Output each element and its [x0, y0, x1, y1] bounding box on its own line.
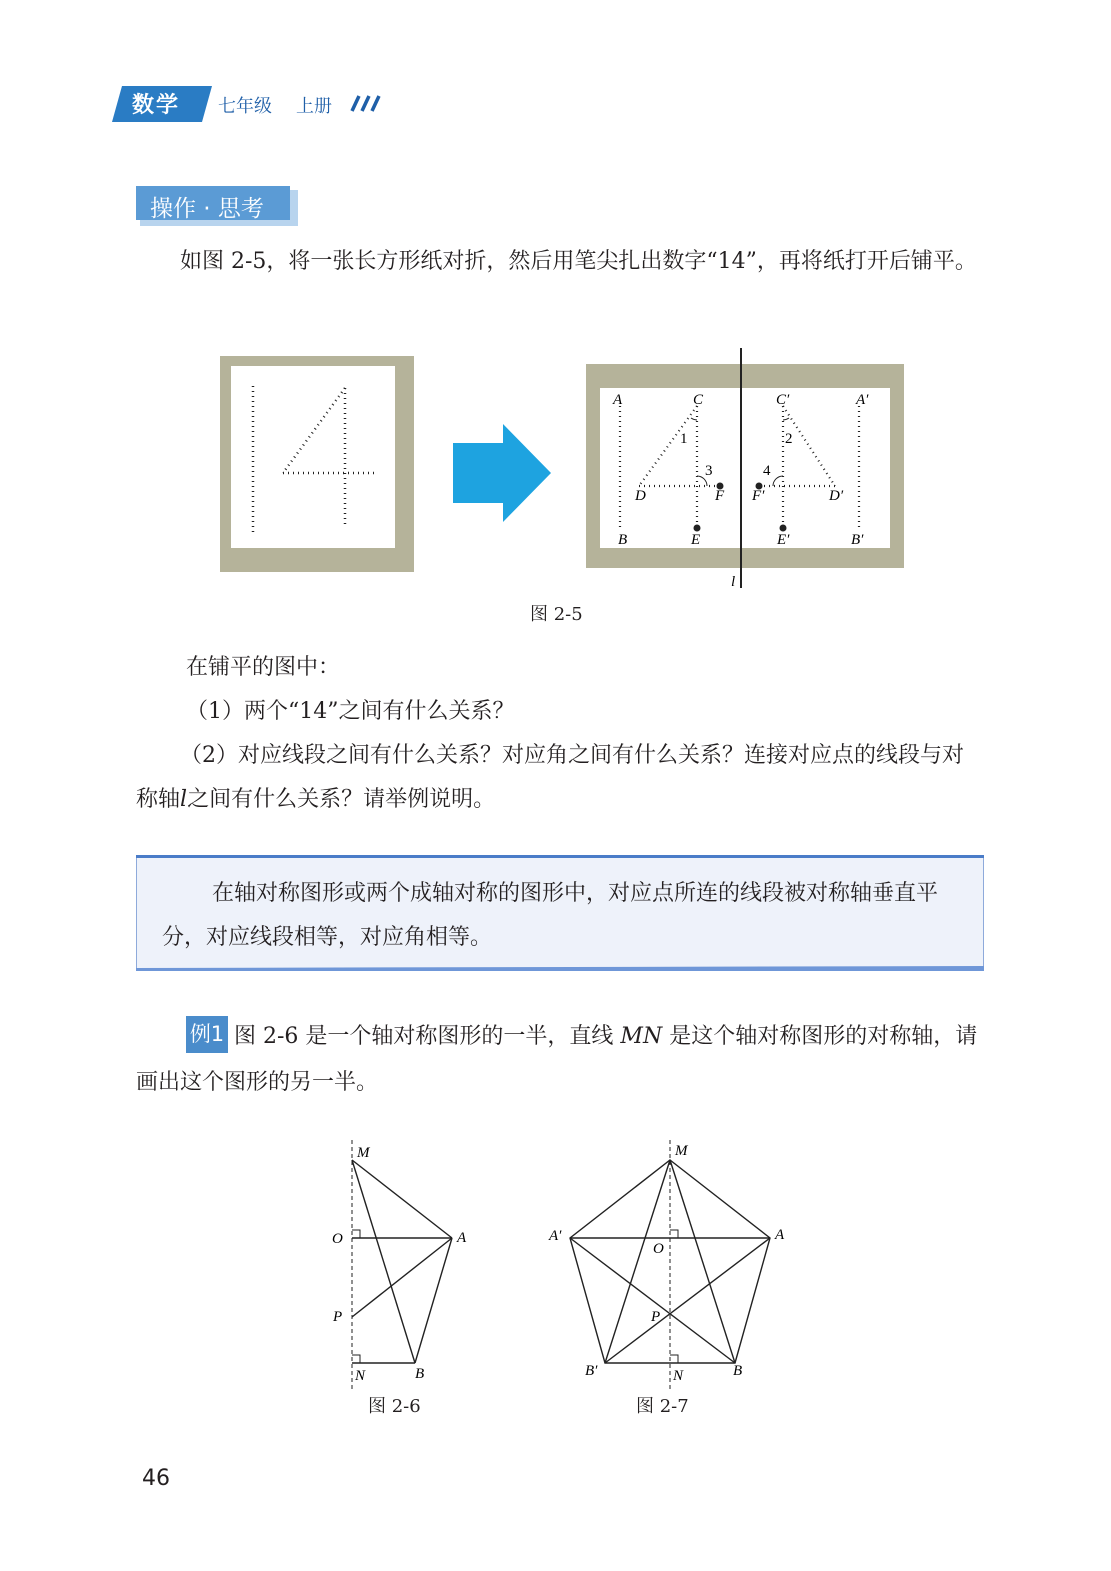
fig27-label-B: B [733, 1363, 743, 1379]
label-D-prime: D′ [829, 488, 844, 504]
question-2-axis: l [180, 787, 188, 812]
fig27-label-O: O [653, 1241, 664, 1257]
label-B: B [618, 532, 628, 548]
label-D: D [635, 488, 646, 504]
question-2-before: （2）对应线段之间有什么关系？对应角之间有什么关系？连接对应点的线段与对称轴 [136, 743, 964, 812]
example-text [136, 1014, 984, 1106]
section-label: 操作 · 思考 [150, 196, 264, 222]
example-badge: 例1 [186, 1016, 228, 1053]
question-2-after: 之间有什么关系？请举例说明。 [187, 787, 496, 812]
example-before: 图 2-6 是一个轴对称图形的一半，直线 [234, 1024, 621, 1049]
fig27-label-P: P [651, 1309, 661, 1325]
label-F-prime: F′ [752, 488, 765, 504]
label-A: A [613, 392, 623, 408]
header-volume: 上册 [296, 96, 332, 117]
page-number: 46 [142, 1466, 170, 1491]
label-angle-2: 2 [785, 431, 793, 447]
label-F: F [715, 488, 725, 504]
label-E-prime: E′ [777, 532, 790, 548]
fig26-label-P: P [333, 1309, 343, 1325]
question-lead: 在铺平的图中： [186, 655, 341, 680]
conclusion-text: 在轴对称图形或两个成轴对称的图形中，对应点所连的线段被对称轴垂直平分，对应线段相等，对应角相等。 [162, 881, 939, 950]
fig26-label-O: O [332, 1231, 343, 1247]
example-after: 是这个轴对称图形的对称轴，请画出这个图形的另一半。 [136, 1024, 978, 1095]
example-mn: MN [620, 1024, 663, 1049]
fig26-label-M: M [357, 1145, 370, 1161]
fig27-label-M: M [675, 1143, 688, 1159]
figure-2-6 [325, 1135, 475, 1395]
intro-paragraph: 如图 2-5，将一张长方形纸对折，然后用笔尖扎出数字“14”，再将纸打开后铺平。 [180, 249, 977, 274]
fig26-label-B: B [415, 1366, 425, 1382]
label-angle-1: 1 [680, 431, 688, 447]
label-C-prime: C′ [776, 392, 790, 408]
question-1: （1）两个“14”之间有什么关系？ [186, 699, 515, 724]
fig26-label-A: A [457, 1230, 467, 1246]
label-C: C [693, 392, 704, 408]
label-angle-3: 3 [705, 463, 713, 479]
figure-2-7 [545, 1135, 795, 1395]
figure-2-6-caption: 图 2-6 [368, 1396, 421, 1417]
fig27-label-A: A [775, 1227, 785, 1243]
figure-2-5-caption: 图 2-5 [530, 604, 583, 625]
fig26-label-N: N [355, 1368, 366, 1384]
label-E: E [691, 532, 701, 548]
header-subject: 数学 [132, 93, 181, 118]
header-slashes-icon [344, 94, 384, 112]
label-A-prime: A′ [856, 392, 869, 408]
fig27-label-N: N [673, 1368, 684, 1384]
label-angle-4: 4 [763, 463, 771, 479]
arrow-icon [453, 424, 551, 522]
label-axis-l: l [731, 574, 736, 590]
header-grade: 七年级 [218, 96, 272, 117]
fig27-label-B-prime: B′ [585, 1363, 598, 1379]
fig27-label-A-prime: A′ [549, 1228, 562, 1244]
label-B-prime: B′ [851, 532, 864, 548]
figure-2-5 [215, 348, 915, 593]
question-2 [136, 734, 984, 822]
figure-2-7-caption: 图 2-7 [636, 1396, 689, 1417]
